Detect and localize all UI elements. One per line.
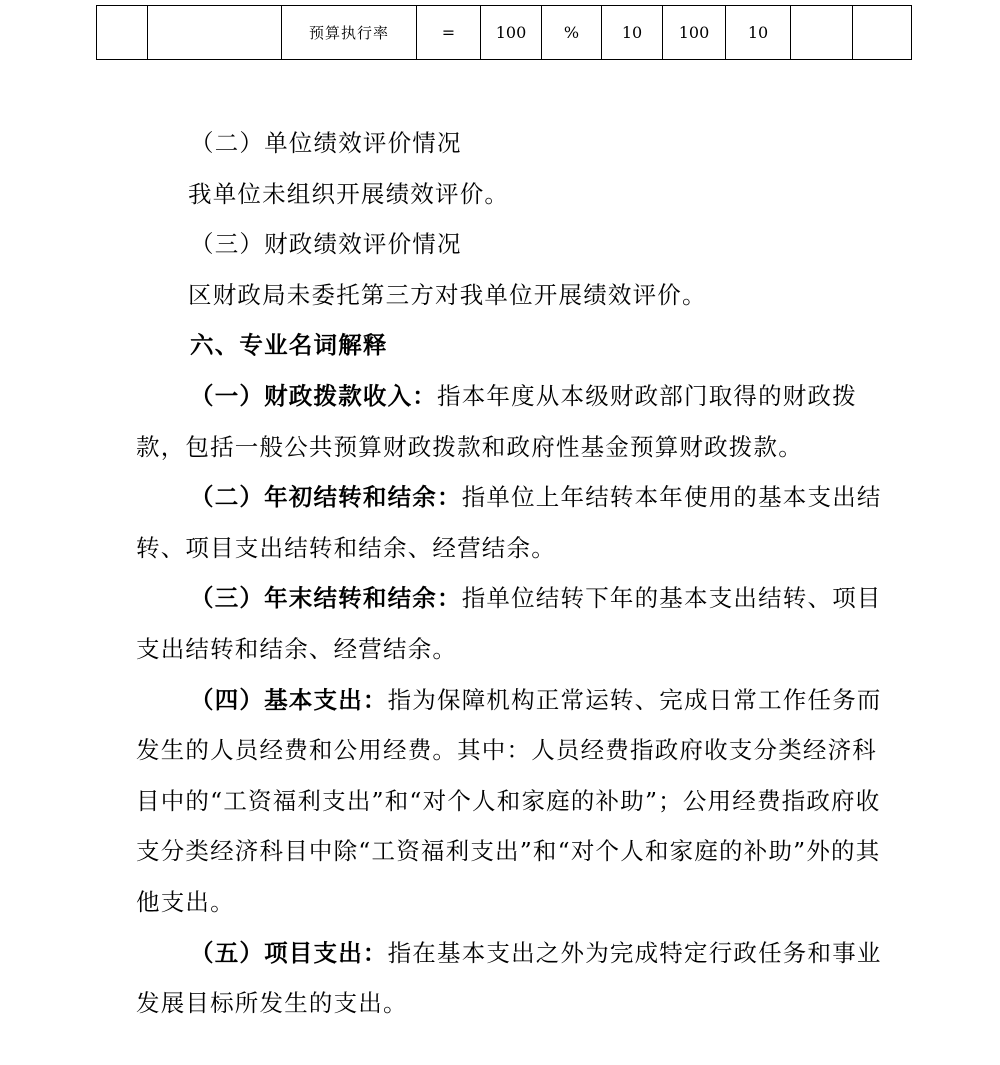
- section-paragraph: 我单位未组织开展绩效评价。: [188, 179, 510, 208]
- performance-indicator-table: [96, 5, 912, 60]
- term-title: （三）年末结转和结余：: [190, 584, 462, 613]
- term-paragraph: [136, 573, 896, 674]
- term-definition: 指单位结转下年的基本支出结转、项目支出结转和结余、经营结余。: [136, 584, 882, 663]
- term-paragraph: [136, 675, 896, 928]
- term-title: （二）年初结转和结余：: [190, 483, 462, 512]
- weight-cell: 10: [602, 6, 663, 60]
- document-body: [136, 118, 896, 1029]
- table-cell: [791, 6, 853, 60]
- indicator-name-cell: 预算执行率: [282, 6, 417, 60]
- term-definition: 指单位上年结转本年使用的基本支出结转、项目支出结转和结余、经营结余。: [136, 483, 882, 562]
- section-paragraph: 区财政局未委托第三方对我单位开展绩效评价。: [188, 280, 707, 309]
- term-paragraph: [136, 928, 896, 1029]
- term-definition: 指本年度从本级财政部门取得的财政拨款，包括一般公共预算财政拨款和政府性基金预算财政拨款。: [136, 381, 857, 461]
- table-cell: [148, 6, 282, 60]
- actual-value-cell: 100: [663, 6, 726, 60]
- section-heading: （二）单位绩效评价情况: [190, 129, 462, 157]
- term-title: （五）项目支出：: [190, 938, 388, 967]
- table-row: [97, 6, 912, 60]
- term-definition: 指在基本支出之外为完成特定行政任务和事业发展目标所发生的支出。: [136, 938, 882, 1018]
- term-definition: 指为保障机构正常运转、完成日常工作任务而发生的人员经费和公用经费。其中：人员经费指政府收支分类经济科目中的“工资福利支出”和“对个人和家庭的补助”；公用经费指政府收支分类经济科目中除“工资福利支出”和“对个人和家庭的补助”外的其他支出。: [136, 685, 882, 916]
- term-paragraph: [136, 371, 896, 472]
- operator-cell: =: [417, 6, 481, 60]
- term-title: （四）基本支出：: [190, 685, 388, 714]
- chapter-heading: 六、专业名词解释: [190, 331, 388, 360]
- section-heading: （三）财政绩效评价情况: [190, 230, 462, 259]
- term-paragraph: [136, 472, 896, 573]
- table-cell: [97, 6, 148, 60]
- score-cell: 10: [726, 6, 791, 60]
- table-cell: [853, 6, 912, 60]
- target-value-cell: 100: [481, 6, 542, 60]
- unit-cell: %: [542, 6, 602, 60]
- term-title: （一）财政拨款收入：: [190, 381, 437, 410]
